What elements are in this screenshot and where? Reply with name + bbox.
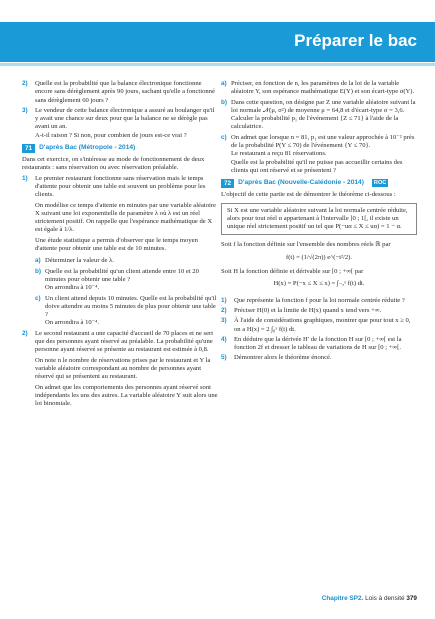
question-text: Préciser H(0) et la limite de H(x) quand x tend vers +∞. [234,306,382,314]
question-1 [22,175,218,256]
question-2c [221,134,417,175]
question-text: Le premier restaurant fonctionne sans réservation mais le temps d'attente pour obtenir une table est souvent un problème pour les clients. [35,174,206,199]
question-number: 2) [22,329,28,337]
question-text: On admet que les comportements des personnes ayant réservé sont indépendants les uns des autres. La variable aléatoire Y suit alors une loi binomiale. [35,383,218,408]
question-letter: b) [221,98,228,106]
question-text: Une étude statistique a permis d'observer que le temps moyen d'attente pour obtenir une table est de 10 minutes. [35,236,198,253]
question-letter: a) [221,80,227,87]
exercise-number-badge: 71 [22,144,35,153]
question-letter: c) [221,133,227,141]
question-number: 1) [221,296,227,304]
right-column [221,80,417,365]
page-footer [322,595,417,603]
h-formula: H(x) = P(−x ≤ X ≤ x) = ∫₋ₓˣ f(t) dt. [273,280,365,288]
left-column [22,80,218,412]
question-72-1 [221,297,417,305]
question-2 [22,80,218,105]
question-text: Quelle est la probabilité que la balance électronique fonctionne encore sans dérèglement après 90 jours, sachant qu'elle a fonctionné sans dérèglement 60 jours ? [35,80,215,104]
roc-badge: ROC [373,180,387,187]
question-number: 2) [22,80,28,87]
question-2b [221,99,417,132]
question-text: Dans cette question, on désigne par Z une variable aléatoire suivant la loi normale 𝒩(μ, σ²) de moyenne μ = 64,8 et d'écart-type σ = 3,6. [231,98,416,114]
question-72-4 [221,336,417,353]
question-number: 5) [221,354,227,362]
question-text: Que représente la fonction f pour la loi normale centrée réduite ? [234,296,405,304]
question-text: On note n le nombre de réservations prises par le restaurant et Y la variable aléatoire correspondant au nombre de personnes ayant réservé qui se présentent au restaurant. [35,356,211,381]
question-number: 3) [22,106,28,114]
page-title: Préparer le bac [294,31,417,50]
exercise-title: D'après Bac (Métropole - 2014) [39,143,136,151]
question-1c [22,295,218,328]
question-number: 2) [221,306,227,314]
question-1b [22,268,218,293]
exercise-title: D'après Bac (Nouvelle-Calédonie - 2014) [238,179,364,187]
question-number: 3) [221,317,227,325]
question-text: Un client attend depuis 10 minutes. Quelle est la probabilité qu'il doive attendre au moins 5 minutes de plus pour obtenir une table ? [45,294,217,319]
question-text: On modélise ce temps d'attente en minutes par une variable aléatoire X suivant une loi exponentielle de paramètre λ où λ est un réel strictement positif. On rappelle que l'espérance mathématique de X est égale à 1/λ. [35,201,216,234]
exercise-intro: Dans cet exercice, on s'intéresse au mode de fonctionnement de deux restaurants : sans réservation ou avec réservation préalable. [22,156,205,172]
rounding-note: On arrondira à 10⁻⁴. [45,284,100,292]
question-3 [22,107,218,140]
question-1a [22,257,218,265]
f-definition: Soit f la fonction définie sur l'ensemble des nombres réels ℝ par [221,241,391,249]
rounding-note: On arrondira à 10⁻⁴. [45,319,100,327]
theorem-box [221,203,417,236]
question-text: En déduire que la dérivée H′ de la fonction H sur [0 ; +∞[ est la fonction 2f et dresser le tableau de variations de H sur [0 ; +∞[. [234,335,402,352]
question-text: Préciser, en fonction de n, les paramètres de la loi de la variable aléatoire Y, son espérance mathématique E(Y) et son écart-type σ(Y). [231,80,415,96]
question-text: Quelle est la probabilité qu'un client attende entre 10 et 20 minutes pour obtenir une table ? [45,267,199,283]
question-2a [221,80,417,97]
exercise-71-heading [22,143,218,153]
chapter-label: Chapitre SP2. [321,595,364,602]
question-letter: a) [35,257,41,265]
question-number: 4) [221,335,227,343]
question-text: Le second restaurant a une capacité d'accueil de 70 places et ne sert que des personnes ayant réservé au préalable. La probabilité qu'une personne ayant réservé se présente au restaurant est estimée à 0,8. [35,329,214,354]
header-bar [0,22,435,62]
exercise-intro: L'objectif de cette partie est de démontrer le théorème ci-dessous : [221,191,396,199]
question-text: Quelle est la probabilité qu'il ne puisse pas accueillir certains des clients qui ont réservé et se présentent ? [231,158,403,174]
exercise-72-heading [221,178,417,188]
question-text: A-t-il raison ? Si non, pour combien de jours est-ce vrai ? [35,131,187,139]
h-definition: Soit H la fonction définie et dérivable sur [0 ; +∞[ par [221,268,364,276]
theorem-text: Si X est une variable aléatoire suivant la loi normale centrée réduite, alors pour tout réel α appartenant à l'intervalle ]0 ; 1[, il existe un unique réel strictement positif uα tel que P(−uα ≤ X ≤ uα) = 1 − α. [227,206,408,231]
exercise-number-badge: 72 [221,179,234,188]
question-72-5 [221,354,417,362]
question-number: 1) [22,174,28,182]
question-text: À l'aide de considérations graphiques, montrer que pour tout x ≥ 0, on a H(x) = 2 ∫₀ˣ f(t) dt. [234,317,411,333]
section-label: Lois à densité [365,595,405,602]
f-formula: f(t) = (1/√(2π)) e^(−t²/2). [286,253,352,261]
question-72-2 [221,307,417,315]
question-text: Calculer la probabilité p₁ de l'événement {Z ≤ 71} à l'aide de la calculatrice. [231,115,399,131]
question-letter: b) [35,267,42,275]
page-number: 379 [406,595,417,602]
question-72-3 [221,317,417,334]
question-text: Le restaurant a reçu 81 réservations. [231,150,327,158]
question-letter: c) [35,294,41,302]
question-text: Déterminer la valeur de λ. [45,257,114,265]
question-text: On admet que lorsque n = 81, p₁ est une valeur approchée à 10⁻² près de la probabilité P(Y ≤ 70) de l'événement {Y ≤ 70}. [231,133,415,150]
question-2-restaurant [22,330,218,411]
question-text: Le vendeur de cette balance électronique a assuré au boulanger qu'il y avait une chance sur deux pour que la balance ne se dérègle pas avant un an. [35,106,215,131]
question-text: Démontrer alors le théorème énoncé. [234,354,332,362]
